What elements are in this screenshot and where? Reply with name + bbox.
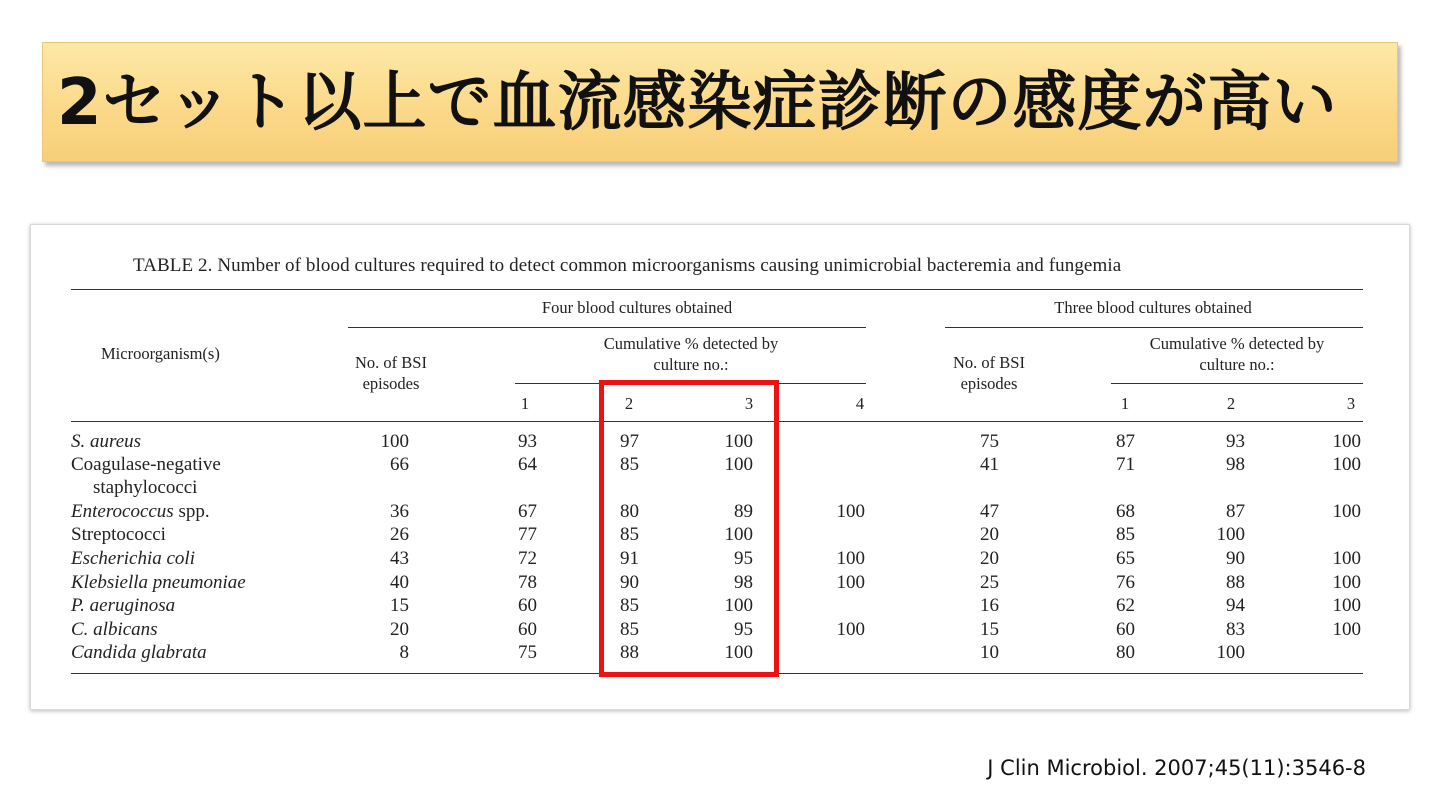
cumulative-three-culture-2: 100	[1216, 642, 1245, 663]
microorganism-name	[71, 453, 221, 476]
cumulative-four-culture-4: 100	[836, 572, 865, 593]
cumulative-rule-three	[1111, 383, 1363, 384]
bsi-episodes-three: 47	[980, 501, 999, 522]
cumulative-four-culture-1: 77	[518, 524, 537, 545]
microorganism-name	[71, 500, 210, 523]
culture-number-three-2: 2	[1226, 394, 1236, 413]
culture-number-four-2: 2	[624, 394, 634, 413]
cumulative-three-culture-1: 76	[1116, 572, 1135, 593]
bsi-episodes-three: 25	[980, 572, 999, 593]
microorganism-name	[71, 594, 175, 617]
cumulative-three-culture-3: 100	[1332, 548, 1361, 569]
cumulative-four-culture-1: 93	[518, 431, 537, 452]
cumulative-four-culture-2: 85	[620, 619, 639, 640]
culture-number-four-3: 3	[744, 394, 754, 413]
cumulative-four-culture-2: 85	[620, 454, 639, 475]
cumulative-four-culture-3: 95	[734, 619, 753, 640]
highlight-box-cultures-2-3	[599, 380, 779, 677]
bsi-episodes-four: 26	[390, 524, 409, 545]
cumulative-four-culture-1: 78	[518, 572, 537, 593]
cumulative-three-culture-2: 90	[1226, 548, 1245, 569]
cumulative-four-culture-3: 95	[734, 548, 753, 569]
culture-number-four-4: 4	[855, 394, 865, 413]
cumulative-four-culture-4: 100	[836, 501, 865, 522]
cumulative-four-culture-2: 80	[620, 501, 639, 522]
cumulative-three-culture-3: 100	[1332, 572, 1361, 593]
microorganism-name-text: Coagulase-negative	[71, 454, 221, 475]
microorganism-name-text: S. aureus	[71, 431, 142, 452]
bsi-episodes-three: 16	[980, 595, 999, 616]
col-header-cumulative-three-2: culture no.:	[1199, 355, 1275, 374]
culture-number-three-1: 1	[1120, 394, 1130, 413]
group-header-four: Four blood cultures obtained	[541, 298, 733, 317]
title-banner	[42, 42, 1398, 162]
cumulative-four-culture-1: 60	[518, 619, 537, 640]
cumulative-three-culture-1: 87	[1116, 431, 1135, 452]
microorganism-name-text: Escherichia coli	[71, 548, 195, 569]
cumulative-three-culture-2: 87	[1226, 501, 1245, 522]
microorganism-name-text: Enterococcus	[71, 501, 174, 522]
cumulative-four-culture-3: 100	[724, 454, 753, 475]
cumulative-four-culture-3: 100	[724, 595, 753, 616]
table-caption: TABLE 2. Number of blood cultures required to detect common microorganisms causing unimicrobial bacteremia and fungemia	[133, 255, 1122, 276]
col-header-bsi-three-1: No. of BSI	[953, 353, 1025, 372]
microorganism-name-text: Streptococci	[71, 524, 166, 545]
bsi-episodes-three: 10	[980, 642, 999, 663]
cumulative-three-culture-1: 60	[1116, 619, 1135, 640]
cumulative-three-culture-2: 100	[1216, 524, 1245, 545]
cumulative-four-culture-1: 64	[518, 454, 537, 475]
col-header-bsi-four-2: episodes	[362, 374, 420, 393]
citation: J Clin Microbiol. 2007;45(11):3546-8	[987, 756, 1366, 780]
col-header-cumulative-four-1: Cumulative % detected by	[603, 334, 779, 353]
cumulative-four-culture-1: 72	[518, 548, 537, 569]
bsi-episodes-four: 100	[380, 431, 409, 452]
microorganism-name-text: C. albicans	[71, 619, 158, 640]
cumulative-four-culture-3: 100	[724, 431, 753, 452]
culture-number-four-1: 1	[520, 394, 530, 413]
cumulative-three-culture-2: 98	[1226, 454, 1245, 475]
microorganism-name	[71, 523, 166, 546]
group-rule-four	[348, 327, 866, 328]
bsi-episodes-three: 15	[980, 619, 999, 640]
slide-title: 2セット以上で血流感染症診断の感度が高い	[57, 66, 1338, 140]
cumulative-four-culture-3: 98	[734, 572, 753, 593]
microorganism-name-text: Candida glabrata	[71, 642, 207, 663]
cumulative-four-culture-2: 85	[620, 595, 639, 616]
col-header-cumulative-three-1: Cumulative % detected by	[1149, 334, 1325, 353]
group-header-three: Three blood cultures obtained	[1054, 298, 1252, 317]
microorganism-name-text: Klebsiella pneumoniae	[71, 572, 246, 593]
col-header-bsi-four-1: No. of BSI	[355, 353, 427, 372]
cumulative-four-culture-3: 100	[724, 524, 753, 545]
cumulative-four-culture-4: 100	[836, 548, 865, 569]
bsi-episodes-four: 40	[390, 572, 409, 593]
microorganism-name-text: P. aeruginosa	[71, 595, 176, 616]
bsi-episodes-four: 43	[390, 548, 409, 569]
cumulative-four-culture-1: 67	[518, 501, 537, 522]
cumulative-three-culture-2: 94	[1226, 595, 1245, 616]
cumulative-three-culture-1: 71	[1116, 454, 1135, 475]
bsi-episodes-three: 20	[980, 548, 999, 569]
microorganism-name	[71, 547, 195, 570]
bsi-episodes-four: 66	[390, 454, 409, 475]
cumulative-four-culture-1: 60	[518, 595, 537, 616]
col-header-cumulative-four-2: culture no.:	[653, 355, 729, 374]
cumulative-three-culture-1: 68	[1116, 501, 1135, 522]
microorganism-name	[71, 618, 158, 641]
top-rule	[71, 289, 1363, 290]
cumulative-four-culture-2: 97	[620, 431, 639, 452]
cumulative-four-culture-1: 75	[518, 642, 537, 663]
cumulative-three-culture-3: 100	[1332, 431, 1361, 452]
bsi-episodes-four: 15	[390, 595, 409, 616]
cumulative-four-culture-2: 91	[620, 548, 639, 569]
culture-number-three-3: 3	[1346, 394, 1356, 413]
cumulative-four-culture-4: 100	[836, 619, 865, 640]
cumulative-four-culture-2: 88	[620, 642, 639, 663]
bsi-episodes-four: 8	[399, 642, 409, 663]
bsi-episodes-four: 20	[390, 619, 409, 640]
cumulative-three-culture-3: 100	[1332, 595, 1361, 616]
cumulative-three-culture-2: 83	[1226, 619, 1245, 640]
cumulative-three-culture-2: 88	[1226, 572, 1245, 593]
cumulative-three-culture-3: 100	[1332, 454, 1361, 475]
microorganism-name-suffix: spp.	[173, 501, 210, 522]
cumulative-four-culture-3: 89	[734, 501, 753, 522]
cumulative-three-culture-1: 85	[1116, 524, 1135, 545]
cumulative-three-culture-1: 65	[1116, 548, 1135, 569]
bsi-episodes-three: 41	[980, 454, 999, 475]
bsi-episodes-four: 36	[390, 501, 409, 522]
bsi-episodes-three: 75	[980, 431, 999, 452]
cumulative-three-culture-2: 93	[1226, 431, 1245, 452]
cumulative-four-culture-2: 90	[620, 572, 639, 593]
microorganism-name	[71, 430, 141, 453]
cumulative-four-culture-3: 100	[724, 642, 753, 663]
cumulative-four-culture-2: 85	[620, 524, 639, 545]
cumulative-three-culture-3: 100	[1332, 619, 1361, 640]
bsi-episodes-three: 20	[980, 524, 999, 545]
col-header-bsi-three-2: episodes	[960, 374, 1018, 393]
microorganism-name-line2: staphylococci	[93, 477, 198, 498]
microorganism-name	[71, 641, 207, 664]
group-rule-three	[945, 327, 1363, 328]
cumulative-three-culture-1: 62	[1116, 595, 1135, 616]
cumulative-three-culture-1: 80	[1116, 642, 1135, 663]
microorganism-name	[71, 571, 246, 594]
cumulative-three-culture-3: 100	[1332, 501, 1361, 522]
col-header-microorganism: Microorganism(s)	[101, 344, 220, 363]
